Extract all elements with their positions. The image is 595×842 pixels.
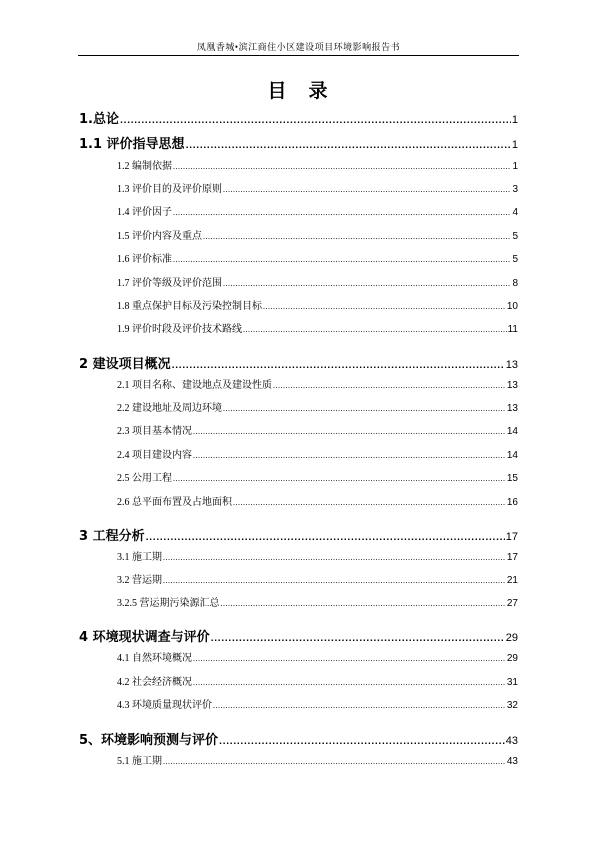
toc-entry-page-number: 43: [505, 735, 518, 747]
dot-leader: [173, 474, 506, 483]
dot-leader: [219, 737, 505, 746]
dot-leader: [273, 381, 506, 390]
dot-leader: [173, 162, 511, 171]
toc-entry-label: 1.3 评价目的及评价原则: [117, 184, 222, 195]
dot-leader: [213, 701, 506, 710]
dot-leader: [186, 141, 511, 150]
toc-entry-label: 2 建设项目概况: [79, 357, 171, 372]
toc-entry[interactable]: [117, 673, 518, 688]
toc-entry-label: 5、环境影响预测与评价: [79, 733, 219, 748]
toc-entry[interactable]: [117, 548, 518, 563]
toc-entry[interactable]: [79, 108, 518, 127]
toc-entry-page-number: 4: [512, 207, 518, 218]
dot-leader: [163, 553, 506, 562]
dot-leader: [163, 576, 506, 585]
toc-entry[interactable]: [117, 274, 518, 289]
toc-entry-page-number: 27: [506, 598, 518, 609]
toc-entry[interactable]: [79, 626, 518, 645]
toc-entry-label: 3 工程分析: [79, 529, 145, 544]
dot-leader: [193, 654, 506, 663]
dot-leader: [211, 634, 505, 643]
toc-entry-page-number: 8: [512, 278, 518, 289]
toc-entry-label: 3.1 施工期: [117, 552, 162, 563]
toc-entry-label: 1.2 编制依据: [117, 161, 172, 172]
toc-entry-label: 2.4 项目建设内容: [117, 450, 192, 461]
toc-entry-page-number: 14: [506, 450, 518, 461]
toc-entry-label: 1.9 评价时段及评价技术路线: [117, 324, 242, 335]
toc-entry-label: 4 环境现状调查与评价: [79, 630, 210, 645]
toc-entry[interactable]: [117, 469, 518, 484]
toc-entry-page-number: 1: [512, 161, 518, 172]
toc-entry[interactable]: [117, 422, 518, 437]
toc-entry-page-number: 5: [512, 254, 518, 265]
toc-entry[interactable]: [117, 446, 518, 461]
toc-entry-label: 1.1 评价指导思想: [79, 137, 185, 152]
toc-entry[interactable]: [117, 594, 518, 609]
toc-entry-label: 1.5 评价内容及重点: [117, 231, 202, 242]
toc-entry-page-number: 29: [505, 632, 518, 644]
dot-leader: [172, 361, 505, 370]
toc-entry-page-number: 29: [506, 653, 518, 664]
toc-entry-label: 5.1 施工期: [117, 756, 162, 767]
dot-leader: [203, 232, 511, 241]
toc-entry[interactable]: [79, 525, 518, 544]
toc-entry[interactable]: [117, 157, 518, 172]
toc-entry[interactable]: [117, 493, 518, 508]
toc-entry[interactable]: [117, 649, 518, 664]
dot-leader: [223, 279, 511, 288]
toc-entry[interactable]: [117, 180, 518, 195]
dot-leader: [221, 599, 506, 608]
toc-entry-page-number: 16: [506, 497, 518, 508]
toc-entry[interactable]: [117, 376, 518, 391]
toc-entry-page-number: 17: [505, 531, 518, 543]
dot-leader: [146, 533, 505, 542]
toc-entry[interactable]: [117, 250, 518, 265]
toc-entry-page-number: 17: [506, 552, 518, 563]
dot-leader: [193, 451, 506, 460]
toc-entry-label: 4.1 自然环境概况: [117, 653, 192, 664]
running-header: 凤凰香城•滨江商住小区建设项目环境影响报告书: [196, 42, 401, 52]
toc-entry[interactable]: [117, 297, 518, 312]
toc-entry[interactable]: [79, 729, 518, 748]
dot-leader: [173, 208, 511, 217]
toc-entry-label: 4.2 社会经济概况: [117, 677, 192, 688]
toc-entry-label: 1.8 重点保护目标及污染控制目标: [117, 301, 262, 312]
dot-leader: [173, 255, 511, 264]
toc-entry[interactable]: [117, 203, 518, 218]
toc-entry[interactable]: [117, 227, 518, 242]
toc-entry-page-number: 3: [512, 184, 518, 195]
toc-entry-page-number: 13: [505, 359, 518, 371]
toc-entry-label: 1.7 评价等级及评价范围: [117, 278, 222, 289]
dot-leader: [163, 757, 506, 766]
toc-entry-label: 1.4 评价因子: [117, 207, 172, 218]
toc-entry-page-number: 13: [506, 380, 518, 391]
toc-entry-page-number: 1: [511, 114, 518, 126]
dot-leader: [223, 185, 511, 194]
toc-entry-label: 3.2.5 营运期污染源汇总: [117, 598, 220, 609]
toc-entry-page-number: 5: [512, 231, 518, 242]
toc-entry-label: 2.6 总平面布置及占地面积: [117, 497, 232, 508]
dot-leader: [233, 498, 506, 507]
toc-entry[interactable]: [117, 752, 518, 767]
dot-leader: [243, 325, 507, 334]
toc-entry[interactable]: [117, 399, 518, 414]
toc-entry-page-number: 13: [506, 403, 518, 414]
toc-entry[interactable]: [117, 571, 518, 586]
toc-entry-label: 1.6 评价标准: [117, 254, 172, 265]
dot-leader: [193, 678, 506, 687]
dot-leader: [223, 404, 506, 413]
toc-entry-page-number: 32: [506, 700, 518, 711]
toc-entry-label: 2.3 项目基本情况: [117, 426, 192, 437]
toc-entry-label: 2.1 项目名称、建设地点及建设性质: [117, 380, 272, 391]
toc-entry-page-number: 11: [507, 324, 518, 335]
toc-entry[interactable]: [117, 696, 518, 711]
toc-entry-label: 1.总论: [79, 112, 119, 127]
dot-leader: [193, 427, 506, 436]
toc-entry-page-number: 15: [506, 473, 518, 484]
toc-entry[interactable]: [79, 133, 518, 152]
page-title: 目录: [267, 80, 350, 102]
toc-entry-page-number: 1: [511, 139, 518, 151]
toc-entry-label: 4.3 环境质量现状评价: [117, 700, 212, 711]
toc-entry[interactable]: [79, 353, 518, 372]
dot-leader: [263, 302, 506, 311]
toc-entry-label: 2.5 公用工程: [117, 473, 172, 484]
toc-entry-page-number: 10: [506, 301, 518, 312]
toc-entry-page-number: 14: [506, 426, 518, 437]
toc-entry-label: 2.2 建设地址及周边环境: [117, 403, 222, 414]
toc-entry-page-number: 43: [506, 756, 518, 767]
dot-leader: [120, 116, 511, 125]
toc-entry[interactable]: [117, 320, 518, 335]
toc-entry-page-number: 21: [506, 575, 518, 586]
toc-entry-page-number: 31: [506, 677, 518, 688]
toc-entry-label: 3.2 营运期: [117, 575, 162, 586]
